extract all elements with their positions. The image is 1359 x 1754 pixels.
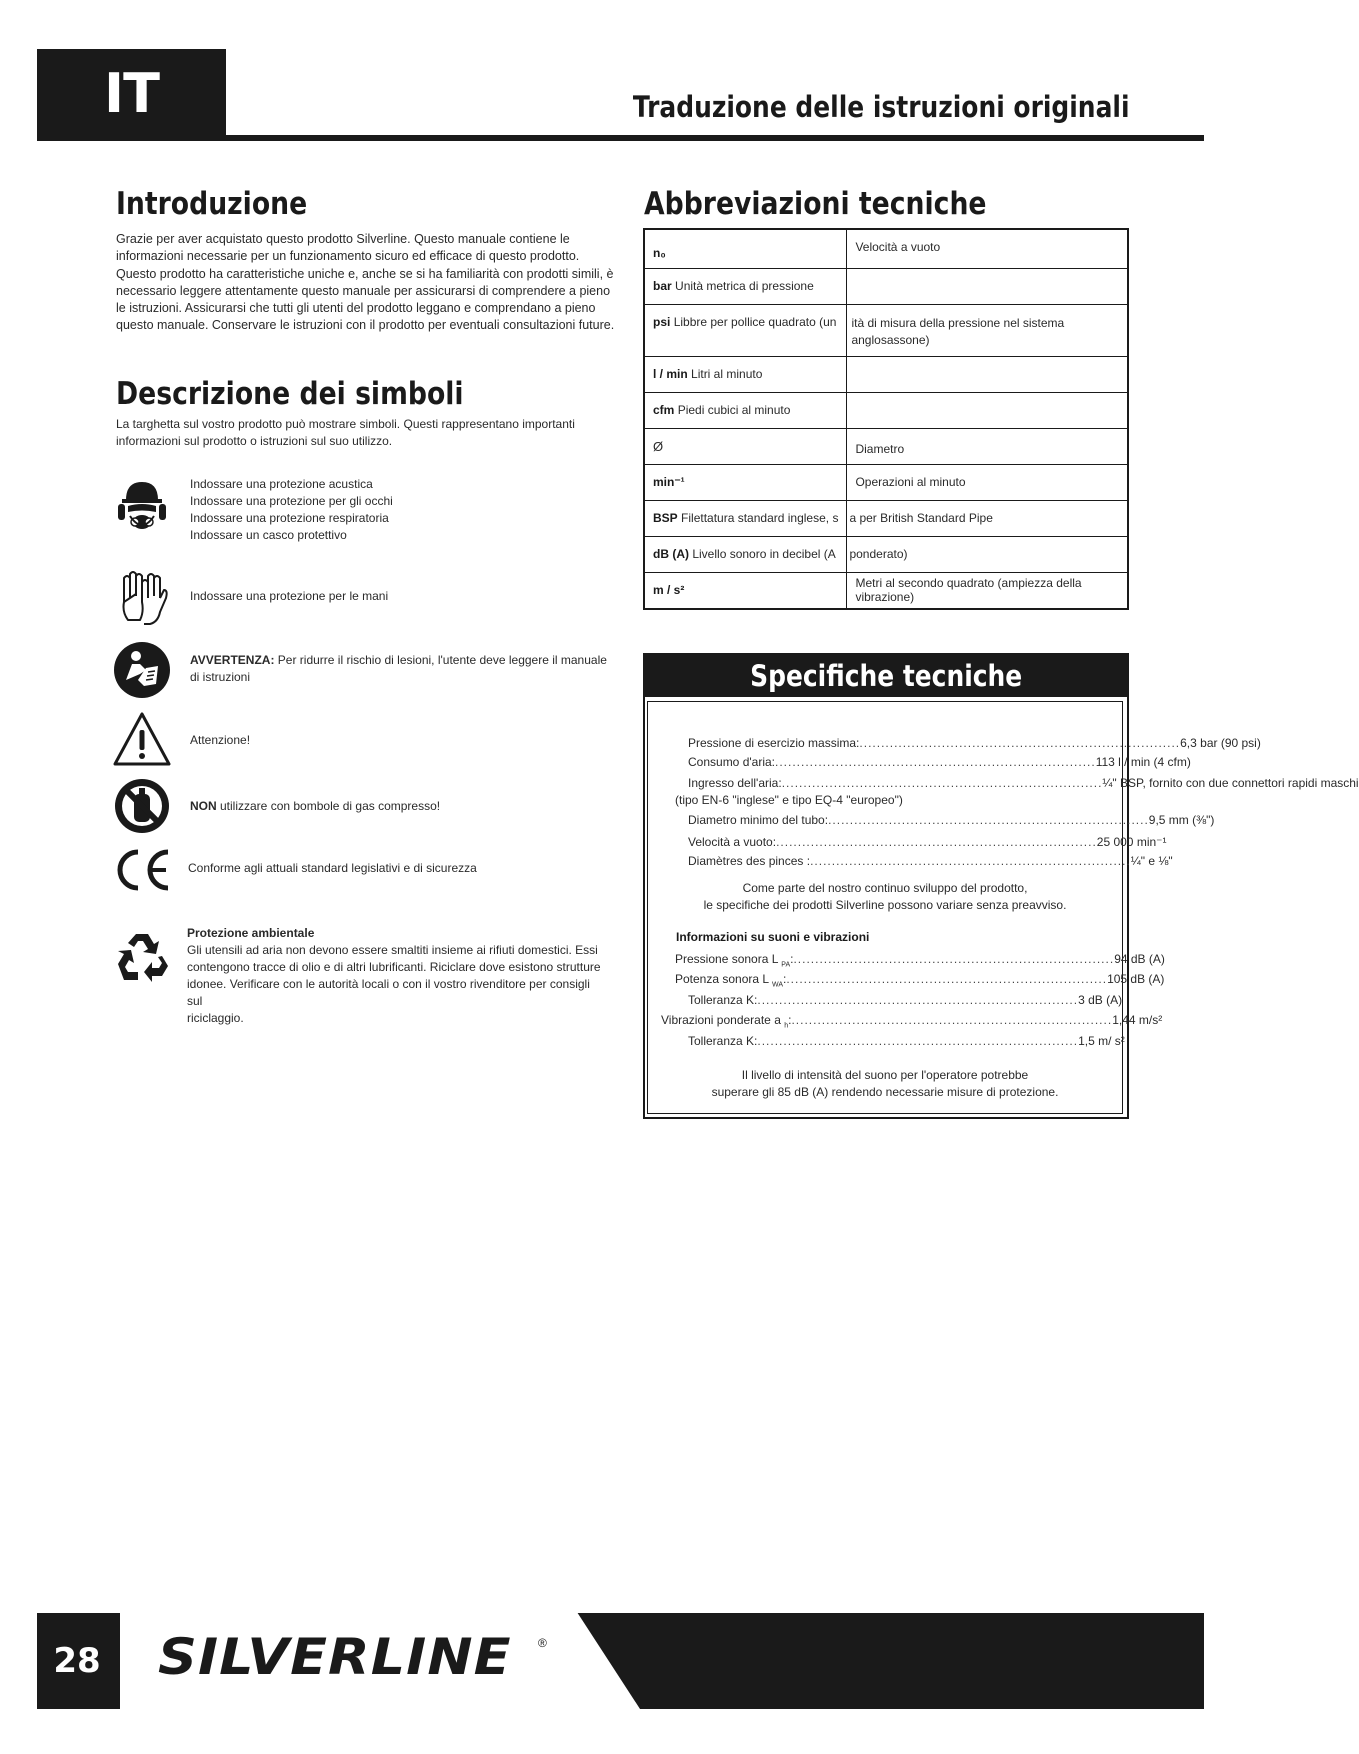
spec-line: Diametro minimo del tubo: .......................................................................... 9,5 mm (⅜") — [688, 813, 1215, 827]
intro-line: necessario leggere attentamente questo manuale per assicurarsi di comprendere a pieno — [116, 283, 611, 298]
specs-note-line: le specifiche dei prodotti Silverline possono variare senza preavviso. — [703, 898, 1067, 912]
abbr-cell: dB (A) Livello sonoro in decibel (A — [644, 536, 847, 572]
silverline-logo: SILVERLINE — [158, 1628, 512, 1686]
language-badge: IT — [37, 49, 226, 138]
symbol-line: contengono tracce di olio e di altri lubrificanti. Riciclare dove esistono strutture — [187, 960, 601, 974]
intro-line: informazioni necessarie per un funzionamento sicuro ed efficace di questo prodotto. — [116, 249, 580, 264]
table-row — [644, 356, 1128, 392]
abbr-cell: n₀ — [644, 229, 847, 268]
abbr-cell: l / min Litri al minuto — [644, 356, 847, 392]
symbols-heading: Descrizione dei simboli — [116, 376, 464, 412]
symbols-intro — [116, 416, 636, 450]
abbr-desc-cell: Velocità a vuoto — [847, 229, 1128, 268]
symbol-no-gas-text — [190, 798, 440, 815]
spec-line: Pressione di esercizio massima: .......................................................................... 6,3 bar (90 psi) — [688, 736, 1261, 750]
ppe-head-icon — [112, 476, 172, 536]
abbr-cell: BSP Filettatura standard inglese, s — [644, 500, 847, 536]
symbol-ce-text: Conforme agli attuali standard legislativi e di sicurezza — [188, 861, 477, 875]
intro-line: questo manuale. Conservare le istruzioni con il prodotto per eventuali consultazioni future. — [116, 318, 615, 333]
ce-mark-icon — [112, 840, 172, 900]
intro-paragraph — [116, 231, 636, 335]
abbr-desc-cell: Diametro — [847, 428, 1128, 464]
symbol-attention-text: Attenzione! — [190, 733, 251, 747]
table-row — [644, 229, 1128, 268]
abbr-cell: Ø — [644, 428, 847, 464]
symbol-line: Gli utensili ad aria non devono essere smaltiti insieme ai rifiuti domestici. Essi — [187, 943, 598, 957]
symbol-line: di istruzioni — [190, 670, 251, 684]
abbreviations-table — [643, 228, 1129, 610]
symbol-environment-text — [187, 925, 607, 1027]
intro-line: le istruzioni. Assicurarsi che tutti gli utenti del prodotto leggano e comprendano a pieno — [116, 301, 596, 316]
abbr-cell: psi Libbre per pollice quadrato (un — [644, 304, 847, 356]
symbol-line: utilizzare con bombole di gas compresso! — [216, 799, 441, 813]
symbols-intro-line: informazioni sul prodotto o istruzioni sul suo utilizzo. — [116, 434, 393, 448]
sound-warning-line: superare gli 85 dB (A) rendendo necessarie misure di protezione. — [711, 1085, 1059, 1099]
abbr-desc-cell — [847, 356, 1128, 392]
read-manual-icon — [112, 640, 172, 700]
abbr-desc-cell — [847, 392, 1128, 428]
symbol-ppe-text — [190, 476, 393, 544]
abbreviations-heading: Abbreviazioni tecniche — [644, 186, 987, 222]
abbr-cell: bar Unità metrica di pressione — [644, 268, 847, 304]
specs-note-line: Come parte del nostro continuo sviluppo del prodotto, — [742, 881, 1028, 895]
page-title: Traduzione delle istruzioni originali — [632, 90, 1129, 124]
symbol-line: riciclaggio. — [187, 1011, 244, 1025]
symbol-line: Indossare una protezione per gli occhi — [190, 494, 393, 508]
abbr-cell: cfm Piedi cubici al minuto — [644, 392, 847, 428]
table-row — [644, 304, 1128, 356]
table-row — [644, 536, 1128, 572]
symbol-line: idonee. Verificare con le autorità locali o con il vostro rivenditore per consigli sul — [187, 977, 590, 1008]
spec-line: Velocità a vuoto: .......................................................................... 25 000 min⁻¹ — [688, 835, 1167, 849]
symbol-line: Indossare una protezione respiratoria — [190, 511, 389, 525]
sound-line: Potenza sonora L $_{WA}$: .......................................................................... 105 dB (A) — [675, 972, 1165, 989]
spec-line: Ingresso dell'aria: .......................................................................... ¼" BSP, fornito con due connettori rapidi maschi — [688, 776, 1359, 790]
spec-line: Diamètres des pinces : .......................................................................... ¼" e ⅛" — [688, 854, 1173, 868]
sound-heading: Informazioni su suoni e vibrazioni — [676, 930, 870, 944]
sound-line: Pressione sonora L $_{PA}$: .......................................................................... 94 dB (A) — [675, 952, 1165, 969]
symbol-gloves-text: Indossare una protezione per le mani — [190, 589, 389, 603]
spec-line: (tipo EN-6 "inglese" e tipo EQ-4 "europeo") — [675, 793, 903, 807]
specs-inner — [647, 701, 1359, 1114]
symbol-warning-text — [190, 652, 607, 686]
abbr-desc-cell: ponderato) — [847, 536, 1128, 572]
symbols-intro-line: La targhetta sul vostro prodotto può mostrare simboli. Questi rappresentano importanti — [116, 417, 575, 431]
warning-triangle-icon — [112, 710, 172, 770]
no-gas-cylinder-icon — [112, 776, 172, 836]
registered-mark: ® — [538, 1636, 547, 1650]
table-row — [644, 464, 1128, 500]
table-row — [644, 572, 1128, 609]
specs-box — [643, 653, 1359, 1119]
abbr-desc-cell: a per British Standard Pipe — [847, 500, 1128, 536]
page-number: 28 — [53, 1641, 101, 1681]
table-row — [644, 428, 1128, 464]
abbr-cell: m / s² — [644, 572, 847, 609]
intro-line: Questo prodotto ha caratteristiche uniche e, anche se si ha familiarità con prodotti simili, è — [116, 266, 614, 281]
sound-warning — [648, 1067, 1122, 1101]
symbol-line: Per ridurre il rischio di lesioni, l'utente deve leggere il manuale — [274, 653, 607, 667]
sound-warning-line: Il livello di intensità del suono per l'operatore potrebbe — [741, 1068, 1029, 1082]
abbr-desc-cell: Operazioni al minuto — [847, 464, 1128, 500]
intro-heading: Introduzione — [116, 186, 308, 222]
specs-heading: Specifiche tecniche — [645, 655, 1127, 697]
abbr-desc-cell: Metri al secondo quadrato (ampiezza della vibrazione) — [847, 572, 1128, 609]
spec-line: Consumo d'aria: .......................................................................... 113 l / min (4 cfm) — [688, 755, 1191, 769]
sound-line: Tolleranza K: .......................................................................... 1,5 m/ s² — [688, 1034, 1125, 1048]
table-row — [644, 392, 1128, 428]
recycle-icon — [112, 928, 172, 988]
warning-label: AVVERTENZA: — [190, 653, 275, 667]
table-row — [644, 268, 1128, 304]
header-rule — [37, 135, 1204, 141]
abbr-desc-cell: ità di misura della pressione nel sistema anglosassone) — [847, 304, 1128, 356]
sound-line: Vibrazioni ponderate a $_h$: .......................................................................... 1,44 m/s² — [661, 1013, 1163, 1030]
specs-note — [648, 880, 1122, 914]
no-label: NON — [190, 799, 217, 813]
sound-line: Tolleranza K: .......................................................................... 3 dB (A) — [688, 993, 1123, 1007]
symbol-line: Indossare una protezione acustica — [190, 477, 373, 491]
table-row — [644, 500, 1128, 536]
gloves-icon — [114, 568, 174, 628]
intro-line: Grazie per aver acquistato questo prodotto Silverline. Questo manuale contiene le — [116, 232, 570, 246]
environment-label: Protezione ambientale — [187, 926, 315, 940]
abbr-cell: min⁻¹ — [644, 464, 847, 500]
symbol-line: Indossare un casco protettivo — [190, 528, 347, 542]
abbr-desc-cell — [847, 268, 1128, 304]
